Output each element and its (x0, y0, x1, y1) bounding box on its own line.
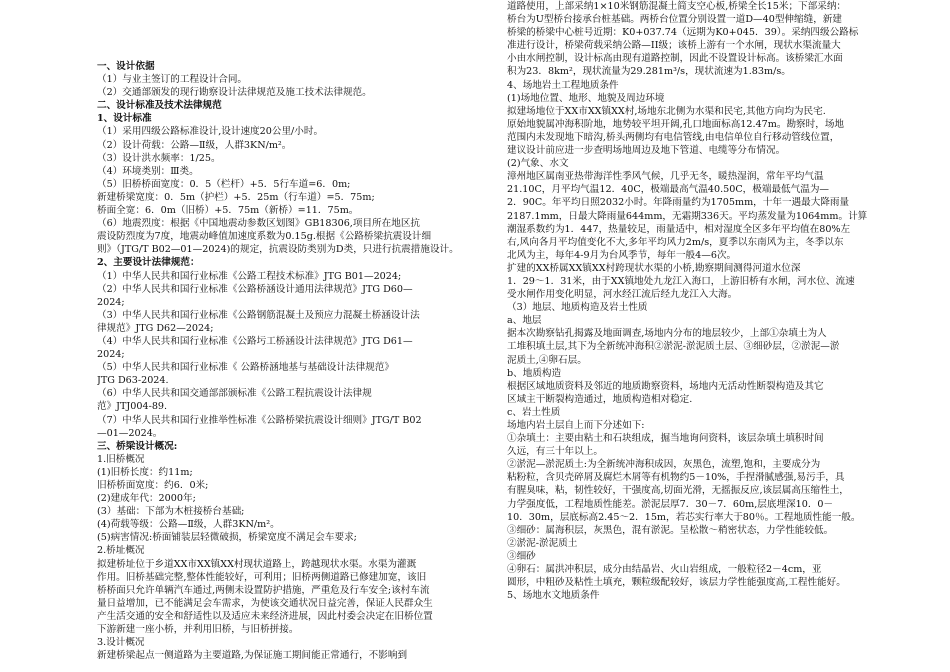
text-line: ②淤泥—淤泥质土:为全新统冲海积成因，灰黑色，流塑,饱和，主要成分为 (507, 459, 821, 471)
text-line: （3）设计洪水频率：1/25。 (97, 152, 221, 164)
text-line: 2024; (97, 349, 125, 361)
text-line: 道路使用，上部采纳1×10米钢筋混凝土简支空心板,桥梁全长15米；下部采纳： (507, 1, 847, 12)
text-line: 力学强度低，工程地质性能差。淤泥层厚7．30－7．60m,层底埋深10．0－ (507, 498, 834, 510)
text-line: a、地层 (507, 315, 542, 327)
text-line: 小由水闸控制，设计标高由现有道路控制，因此不设置设计标高。该桥梁汇水面 (507, 53, 843, 65)
text-line: ③细砂 (507, 550, 536, 562)
section-heading: 一、设计依据 (97, 61, 155, 72)
text-line: 泥质土,④卵石层。 (507, 354, 587, 366)
text-line: 粘粉粒，含贝壳碎屑及腐烂木屑等有机物约5－10%，手捏滑腻感强,易污手，具 (507, 472, 845, 484)
text-line: (2)建成年代：2000年; (97, 493, 196, 505)
text-line: ④卵石：属洪冲积层，成分由结晶岩、火山岩组成，一般粒径2－4cm，亚 (507, 564, 822, 576)
text-line: 新建桥梁起点一侧道路为主要道路,为保证施工期间能正常通行，不影响到 (97, 650, 408, 662)
text-line: 5、场地水文地质条件 (507, 590, 600, 602)
text-line: （4）环境类别：Ⅲ类。 (97, 165, 199, 177)
text-line: （1）采用四级公路标准设计,设计速度20公里/小时。 (97, 126, 324, 138)
text-line: (1)旧桥长度：约11m; (97, 466, 193, 478)
text-line: 桥台为U型桥台接承台桩基础。两桥台位置分别设置一道D—40型伸缩缝，新建 (507, 14, 842, 26)
text-line: 2187.1mm，日最大降雨量644mm，无霜期336天。平均蒸发量为1064mm。计算 (507, 210, 868, 222)
text-line: 潮湿系数约为1．447，热量较足，雨量适中，相对湿度全区多年平均值在80%左 (507, 223, 851, 235)
text-line: （4）中华人民共和国行业标准《公路圬工桥涵设计法律规范》JTG D61— (97, 335, 413, 347)
text-line: 根据区域地质资料及邻近的地质勘察资料，场地内无活动性断裂构造及其它 (507, 380, 824, 392)
text-line: 久远，有三十年以上。 (507, 446, 603, 458)
text-line: c、岩土性质 (507, 406, 561, 418)
text-line: 2024; (97, 296, 125, 308)
text-line: 拟建桥址位于乡道XX市XX镇XX村现状道路上，跨越现状水渠。水渠为灌溉 (97, 558, 417, 570)
text-line: （6）中华人民共和国交通部部颁标准《公路工程抗震设计法律规 (97, 388, 372, 400)
text-line: 范》JTJ004-89. (97, 401, 168, 413)
text-line: （6）地震烈度：根据《中国地震动参数区划图》GB18306,项目所在地区抗 (97, 218, 421, 230)
text-line: 工堆积填土层,其下为全新统冲海积②淤泥-淤泥质土层、③细砂层，②淤泥—淤 (507, 341, 840, 353)
text-line: 桥梁的桥梁中心桩号近期：K0+037.74（远期为K0+045．39）。采纳四级公路标 (507, 27, 859, 39)
left-text-column (97, 0, 469, 662)
section-heading: 二、设计标准及技术法律规范 (97, 100, 222, 112)
text-line: （2）中华人民共和国行业标准《公路桥涵设计通用法律规范》JTG D60— (97, 283, 413, 295)
text-line: 积为23．8km²，现状流量为29.281m³/s，现状流速为1.83m/s。 (507, 66, 791, 78)
text-line: ③细砂：属海积层，灰黑色，混有淤泥。呈松散～稍密状态，力学性能较低。 (507, 524, 834, 536)
text-line: 4、场地岩土工程地质条件 (507, 79, 619, 91)
text-line: 作用。旧桥基础完整,整体性能较好，可利用；旧桥两侧道路已修建加宽，该旧 (97, 571, 427, 583)
text-line: 产生活交通的安全和舒适性以及适应未来经济进展，因此村委会决定在旧桥位置 (97, 610, 433, 622)
text-line: 准进行设计，桥梁荷载采纳公路—II级；该桥上游有一个水闸，现状水渠流量大 (507, 40, 841, 52)
text-line: 则》（JTG/T B02—01—2024)的规定，抗震设防类别为D类，只进行抗震措施设计。 (97, 244, 459, 256)
text-line: 桥桥面只允许单辆汽车通过,两侧未设置防护措施，严重危及行车安全;该村车流 (97, 584, 430, 596)
text-line: （3）中华人民共和国行业标准《公路钢筋混凝土及预应力混凝土桥涵设计法 (97, 309, 420, 321)
text-line: 北风为主，每年4-9月为台风季节，每年一般4—6次。 (507, 249, 737, 261)
text-line: 拟建场地位于XX市XX镇XX村,场地东北侧为水渠和民宅,其他方向均为民宅. (507, 105, 826, 117)
text-line: 受水闸作用变化明显，河水经江流后经九龙江入大海。 (507, 289, 738, 301)
text-line: 原始地貌属冲海积阶地，地势较平坦开阔,孔口地面标高12.47m。勘察时，场地 (507, 118, 845, 130)
text-line: 旧桥桥面宽度：约6．0米; (97, 480, 209, 491)
text-line: （5）中华人民共和国行业标准《 公路桥涵地基与基础设计法律规范》 (97, 362, 394, 374)
text-line: (5)病害情况:桥面铺装层轻微破损，桥梁宽度不满足会车要求; (97, 532, 357, 544)
text-line: 下游新建一座小桥，并利用旧桥，与旧桥拼接。 (97, 624, 299, 636)
text-line: （1）中华人民共和国行业标准《公路工程技术标准》JTG B01—2024; (97, 270, 402, 282)
text-line: ②淤泥-淤泥质土 (507, 537, 578, 549)
text-line: 右,风向各月平均值变化不大,多年平均风力2m/s，夏季以东南风为主，冬季以东 (507, 236, 844, 248)
text-line: （1）与业主签订的工程设计合同。 (97, 74, 248, 86)
text-line: (2)气象、水文 (507, 158, 569, 170)
text-line: 新建桥梁宽度：0．5m（护栏）+5．25m（行车道）=5．75m; (97, 191, 375, 203)
text-line: 量日益增加，已不能满足会车需求，为使该交通状况日益完善，保证人民群众生 (97, 597, 433, 609)
text-line: 扩建的XX桥属XX镇XX村跨现状水渠的小桥,勘察期间测得河道水位深 (507, 262, 801, 274)
text-line: (1)场地位置、地形、地貌及周边环境 (507, 92, 665, 104)
text-line: 律规范》JTG D62—2024; (97, 322, 214, 334)
text-line: (3）基础：下部为木桩接桥台基础; (97, 506, 245, 518)
text-line: b、地质构造 (507, 367, 562, 379)
section-heading: 2、主要设计法律规范： (97, 257, 200, 269)
text-line: 范围内未发现地下暗沟,桥头两侧均有电信管线,由电信单位自行移动管线位置， (507, 131, 840, 143)
text-line: （2）交通部颁发的现行勘察设计法律规范及施工技术法律规范。 (97, 87, 372, 99)
text-line: （5）旧桥桥面宽度：0．5（栏杆）+5．5行车道=6．0m; (97, 178, 351, 190)
text-line: （7）中华人民共和国行业推举性标准《公路桥梁抗震设计细则》JTG/T B02 (97, 414, 422, 426)
text-line: 3.设计概况 (97, 637, 145, 649)
text-line: 21.10C，月平均气温12．40C，极端最高气温40.50C，极端最低气温为— (507, 184, 830, 196)
text-line: 区域主干断裂构造通过，地质构造相对稳定. (507, 393, 693, 405)
text-line: 建议设计前应进一步查明场地周边及地下管道、电缆等分布情况。 (507, 145, 786, 157)
text-line: 2．90C。年平均日照2032小时。年降雨量约为1705mm，十年一遇最大降雨量 (507, 197, 850, 209)
text-line: （2）设计荷载：公路—Ⅱ级，人群3KN/m²。 (97, 139, 292, 151)
text-line: JTG D63-2024. (97, 375, 169, 387)
text-line: 10．30m，层底标高2.45～2．15m，若芯实行率大于80％。工程地质性能一般。 (507, 511, 861, 523)
text-line: （3）地层、地质构造及岩土性质 (507, 302, 648, 314)
text-line: (4)荷载等级：公路—Ⅱ级，人群3KN/m²。 (97, 519, 280, 531)
section-heading: 三、桥梁设计概况: (97, 440, 178, 452)
text-line: 据本次勘察钻孔揭露及地面调查,场地内分布的地层较少，上部①杂填土为人 (507, 328, 827, 340)
text-line: 场地内岩土层自上而下分述如下: (507, 420, 645, 431)
text-line: 1.旧桥概况 (97, 453, 145, 465)
text-line: 震设防烈度为7度，地震动峰值加速度系数为0.15g.根据《公路桥梁抗震设计细 (97, 231, 432, 243)
text-line: 有腥臭味，粘，韧性较好，干强度高,切面光滑，无摇振反应,该层属高压缩性土， (507, 485, 849, 497)
text-line: 1．29～1．31米，由于XX镇地处九龙江入海口，上游旧桥有水闸，河水位、流速 (507, 275, 855, 287)
text-line: 漳州地区属南亚热带海洋性季风气候，几乎无冬，暖热湿润，常年平均气温 (507, 171, 824, 183)
right-text-column (507, 0, 879, 602)
text-line: 圆形，中粗砂及粘性土填充，颗粒级配较好，该层力学性能强度高,工程性能好。 (507, 577, 846, 589)
text-line: —01—2024。 (97, 427, 163, 439)
text-line: 桥面全宽：6．0m（旧桥）+5．75m（新桥）=11．75m。 (97, 205, 359, 217)
text-line: 2.桥址概况 (97, 545, 145, 557)
section-heading: 1、设计标准 (97, 113, 152, 125)
text-line: ①杂填土：主要由粘土和石块组成，掘当地询问资料，该层杂填土填积时间 (507, 433, 824, 445)
